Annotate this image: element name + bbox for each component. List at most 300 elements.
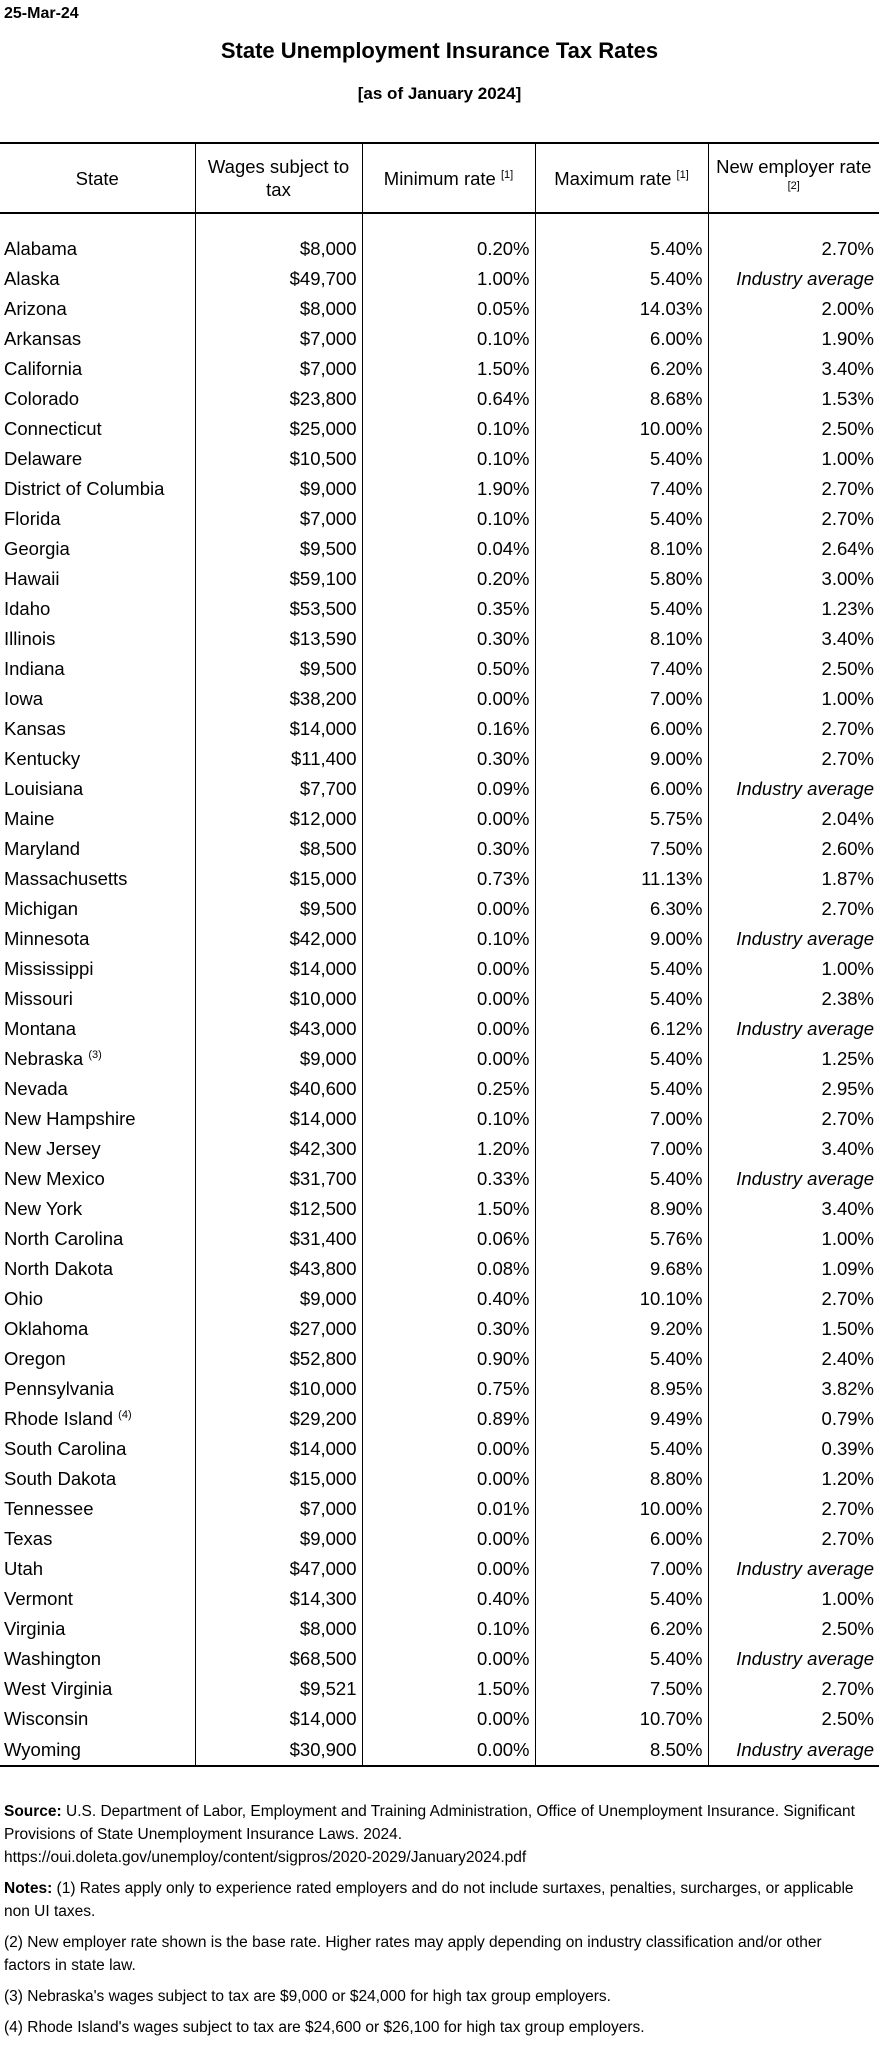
table-row	[0, 1044, 879, 1074]
source-note	[4, 1800, 864, 1869]
max-rate-cell: 7.40%	[535, 654, 708, 684]
min-rate-cell: 0.30%	[362, 624, 535, 654]
state-name: Rhode Island	[4, 1408, 114, 1429]
min-rate-cell: 0.30%	[362, 744, 535, 774]
min-rate-cell: 1.90%	[362, 474, 535, 504]
min-rate-cell: 0.10%	[362, 924, 535, 954]
max-rate-cell: 5.80%	[535, 564, 708, 594]
min-rate-cell: 0.50%	[362, 654, 535, 684]
max-rate-cell: 9.00%	[535, 924, 708, 954]
wages-cell: $8,500	[195, 834, 362, 864]
state-cell	[0, 1614, 195, 1644]
new-employer-rate-cell: 2.38%	[708, 984, 879, 1014]
footnote-ref-1: [1]	[676, 168, 689, 181]
max-rate-cell: 5.40%	[535, 504, 708, 534]
max-rate-cell: 8.95%	[535, 1374, 708, 1404]
wages-cell: $13,590	[195, 624, 362, 654]
wages-cell: $14,000	[195, 1104, 362, 1134]
table-row	[0, 714, 879, 744]
max-rate-cell: 7.50%	[535, 834, 708, 864]
min-rate-cell: 0.30%	[362, 834, 535, 864]
state-cell	[0, 264, 195, 294]
max-rate-cell: 10.70%	[535, 1704, 708, 1734]
wages-cell: $27,000	[195, 1314, 362, 1344]
state-cell	[0, 624, 195, 654]
table-row	[0, 1194, 879, 1224]
max-rate-cell: 5.40%	[535, 984, 708, 1014]
state-cell	[0, 1734, 195, 1766]
min-rate-cell: 0.00%	[362, 1704, 535, 1734]
new-employer-rate-cell: Industry average	[708, 1014, 879, 1044]
wages-cell: $42,300	[195, 1134, 362, 1164]
min-rate-cell: 0.05%	[362, 294, 535, 324]
state-cell	[0, 474, 195, 504]
state-cell	[0, 774, 195, 804]
state-name: Vermont	[4, 1588, 73, 1609]
wages-cell: $12,000	[195, 804, 362, 834]
wages-cell: $10,000	[195, 984, 362, 1014]
state-cell	[0, 1284, 195, 1314]
max-rate-cell: 7.00%	[535, 1134, 708, 1164]
wages-cell: $38,200	[195, 684, 362, 714]
tax-rates-table	[0, 142, 879, 1767]
new-employer-rate-cell: Industry average	[708, 1554, 879, 1584]
state-cell	[0, 1644, 195, 1674]
wages-cell: $40,600	[195, 1074, 362, 1104]
min-rate-cell: 0.00%	[362, 1044, 535, 1074]
state-name: Delaware	[4, 448, 83, 469]
state-cell	[0, 594, 195, 624]
state-footnote-ref: (4)	[118, 1408, 132, 1421]
new-employer-rate-cell: 1.53%	[708, 384, 879, 414]
new-employer-rate-cell: 2.70%	[708, 504, 879, 534]
new-employer-rate-cell: 2.70%	[708, 894, 879, 924]
state-name: Tennessee	[4, 1498, 94, 1519]
min-rate-cell: 1.20%	[362, 1134, 535, 1164]
min-rate-cell: 0.33%	[362, 1164, 535, 1194]
new-employer-rate-cell: 1.20%	[708, 1464, 879, 1494]
state-cell	[0, 1464, 195, 1494]
min-rate-cell: 0.00%	[362, 1644, 535, 1674]
state-cell	[0, 954, 195, 984]
state-cell	[0, 1374, 195, 1404]
max-rate-cell: 14.03%	[535, 294, 708, 324]
wages-cell: $7,000	[195, 1494, 362, 1524]
max-rate-cell: 5.40%	[535, 264, 708, 294]
min-rate-cell: 0.00%	[362, 1434, 535, 1464]
new-employer-rate-cell: 3.40%	[708, 1194, 879, 1224]
min-rate-cell: 0.10%	[362, 414, 535, 444]
footnote-ref-1: [1]	[500, 168, 514, 181]
min-rate-cell: 0.06%	[362, 1224, 535, 1254]
new-employer-rate-cell: 2.70%	[708, 1494, 879, 1524]
notes-section	[4, 1800, 864, 2047]
state-cell	[0, 1224, 195, 1254]
table-row	[0, 954, 879, 984]
state-cell	[0, 384, 195, 414]
table-row	[0, 1284, 879, 1314]
max-rate-cell: 5.75%	[535, 804, 708, 834]
new-employer-rate-cell: 2.60%	[708, 834, 879, 864]
new-employer-rate-cell: 0.79%	[708, 1404, 879, 1434]
state-name: Wyoming	[4, 1738, 81, 1760]
table-row	[0, 1014, 879, 1044]
max-rate-cell: 6.20%	[535, 354, 708, 384]
state-name: Wisconsin	[4, 1708, 89, 1729]
state-name: Alabama	[4, 238, 78, 259]
max-rate-cell: 7.50%	[535, 1674, 708, 1704]
new-employer-rate-cell: 2.70%	[708, 1674, 879, 1704]
state-cell	[0, 1314, 195, 1344]
table-row	[0, 1464, 879, 1494]
state-name: Alaska	[4, 268, 60, 289]
state-cell	[0, 1164, 195, 1194]
new-employer-rate-cell: 1.00%	[708, 444, 879, 474]
state-name: Mississippi	[4, 958, 94, 979]
note-4: (4) Rhode Island's wages subject to tax are $24,600 or $26,100 for high tax group employers.	[4, 2019, 645, 2036]
wages-cell: $9,000	[195, 1044, 362, 1074]
wages-cell: $42,000	[195, 924, 362, 954]
min-rate-cell: 1.50%	[362, 1674, 535, 1704]
new-employer-rate-cell: Industry average	[708, 264, 879, 294]
state-name: Maine	[4, 808, 55, 829]
table-row	[0, 1224, 879, 1254]
state-name: Illinois	[4, 628, 56, 649]
state-name: New York	[4, 1198, 83, 1219]
min-rate-cell: 0.00%	[362, 684, 535, 714]
state-cell	[0, 564, 195, 594]
header-state	[0, 143, 195, 213]
min-rate-cell: 0.73%	[362, 864, 535, 894]
wages-cell: $8,000	[195, 294, 362, 324]
min-rate-cell: 0.01%	[362, 1494, 535, 1524]
source-text: U.S. Department of Labor, Employment and Training Administration, Office of Unemployment Insurance. Significant Provisions of State Unemployment Insurance Laws. 2024.	[4, 1803, 855, 1843]
max-rate-cell: 5.40%	[535, 594, 708, 624]
state-name: New Mexico	[4, 1168, 105, 1189]
state-name: South Dakota	[4, 1468, 117, 1489]
new-employer-rate-cell: 2.95%	[708, 1074, 879, 1104]
min-rate-cell: 0.00%	[362, 954, 535, 984]
note-1	[4, 1877, 864, 1923]
new-employer-rate-cell: 1.87%	[708, 864, 879, 894]
max-rate-cell: 11.13%	[535, 864, 708, 894]
state-cell	[0, 714, 195, 744]
source-url: https://oui.doleta.gov/unemploy/content/sigpros/2020-2029/January2024.pdf	[4, 1849, 527, 1866]
table-row	[0, 414, 879, 444]
wages-cell: $9,000	[195, 1524, 362, 1554]
state-name: Missouri	[4, 988, 73, 1009]
wages-cell: $14,000	[195, 1434, 362, 1464]
state-name: Idaho	[4, 598, 51, 619]
state-cell	[0, 414, 195, 444]
table-row	[0, 1554, 879, 1584]
wages-cell: $8,000	[195, 234, 362, 264]
new-employer-rate-cell: 2.64%	[708, 534, 879, 564]
max-rate-cell: 7.00%	[535, 1104, 708, 1134]
table-row	[0, 684, 879, 714]
header-max-rate-label: Maximum rate	[554, 167, 672, 189]
table-row	[0, 1674, 879, 1704]
new-employer-rate-cell: 1.00%	[708, 954, 879, 984]
table-row	[0, 1074, 879, 1104]
wages-cell: $29,200	[195, 1404, 362, 1434]
state-cell	[0, 534, 195, 564]
table-row	[0, 1374, 879, 1404]
min-rate-cell: 0.35%	[362, 594, 535, 624]
report-date: 25-Mar-24	[4, 5, 79, 22]
min-rate-cell: 0.00%	[362, 1464, 535, 1494]
table-row	[0, 1404, 879, 1434]
state-cell	[0, 834, 195, 864]
max-rate-cell: 10.00%	[535, 1494, 708, 1524]
state-cell	[0, 504, 195, 534]
table-row	[0, 1644, 879, 1674]
wages-cell: $7,000	[195, 354, 362, 384]
wages-cell: $9,521	[195, 1674, 362, 1704]
state-name: Massachusetts	[4, 868, 128, 889]
state-cell	[0, 1704, 195, 1734]
table-row	[0, 984, 879, 1014]
state-cell	[0, 1344, 195, 1374]
table-row	[0, 1614, 879, 1644]
table-row	[0, 1344, 879, 1374]
header-min-rate-label: Minimum rate	[383, 167, 496, 189]
new-employer-rate-cell: 1.09%	[708, 1254, 879, 1284]
wages-cell: $43,000	[195, 1014, 362, 1044]
new-employer-rate-cell: Industry average	[708, 1164, 879, 1194]
table-row	[0, 1314, 879, 1344]
state-name: Colorado	[4, 388, 80, 409]
table-row	[0, 504, 879, 534]
max-rate-cell: 5.40%	[535, 954, 708, 984]
state-name: Michigan	[4, 898, 79, 919]
table-row	[0, 1254, 879, 1284]
max-rate-cell: 5.40%	[535, 444, 708, 474]
table-row	[0, 894, 879, 924]
state-name: North Dakota	[4, 1258, 113, 1279]
header-new-employer-rate	[708, 143, 879, 213]
new-employer-rate-cell: 2.00%	[708, 294, 879, 324]
wages-cell: $7,000	[195, 504, 362, 534]
state-cell	[0, 1674, 195, 1704]
note-2: (2) New employer rate shown is the base rate. Higher rates may apply depending on industry classification and/or other factors in state law.	[4, 1934, 822, 1974]
state-name: Louisiana	[4, 778, 84, 799]
min-rate-cell: 0.00%	[362, 1554, 535, 1584]
table-row	[0, 834, 879, 864]
wages-cell: $14,300	[195, 1584, 362, 1614]
max-rate-cell: 6.00%	[535, 714, 708, 744]
table-row	[0, 1164, 879, 1194]
table-row	[0, 1584, 879, 1614]
max-rate-cell: 6.00%	[535, 774, 708, 804]
new-employer-rate-cell: 2.70%	[708, 714, 879, 744]
min-rate-cell: 0.20%	[362, 564, 535, 594]
notes-label: Notes:	[4, 1880, 53, 1897]
state-cell	[0, 1074, 195, 1104]
wages-cell: $68,500	[195, 1644, 362, 1674]
header-min-rate	[362, 143, 535, 213]
state-name: Utah	[4, 1558, 44, 1579]
max-rate-cell: 6.20%	[535, 1614, 708, 1644]
wages-cell: $9,500	[195, 534, 362, 564]
table-row	[0, 924, 879, 954]
header-max-rate	[535, 143, 708, 213]
min-rate-cell: 0.40%	[362, 1284, 535, 1314]
new-employer-rate-cell: 3.40%	[708, 624, 879, 654]
table-row	[0, 564, 879, 594]
state-name: Oregon	[4, 1348, 66, 1369]
min-rate-cell: 1.50%	[362, 1194, 535, 1224]
max-rate-cell: 5.40%	[535, 1644, 708, 1674]
wages-cell: $14,000	[195, 1704, 362, 1734]
min-rate-cell: 0.09%	[362, 774, 535, 804]
wages-cell: $8,000	[195, 1614, 362, 1644]
new-employer-rate-cell: 3.40%	[708, 1134, 879, 1164]
min-rate-cell: 0.30%	[362, 1314, 535, 1344]
max-rate-cell: 5.40%	[535, 1164, 708, 1194]
wages-cell: $9,500	[195, 654, 362, 684]
state-cell	[0, 1404, 195, 1434]
max-rate-cell: 5.40%	[535, 1074, 708, 1104]
new-employer-rate-cell: 2.50%	[708, 654, 879, 684]
new-employer-rate-cell: Industry average	[708, 1734, 879, 1766]
min-rate-cell: 0.16%	[362, 714, 535, 744]
wages-cell: $31,700	[195, 1164, 362, 1194]
state-cell	[0, 1524, 195, 1554]
header-wages-label: Wages subject to tax	[207, 156, 350, 200]
min-rate-cell: 0.10%	[362, 1614, 535, 1644]
state-name: Maryland	[4, 838, 81, 859]
state-name: District of Columbia	[4, 478, 165, 499]
wages-cell: $23,800	[195, 384, 362, 414]
new-employer-rate-cell: 1.25%	[708, 1044, 879, 1074]
max-rate-cell: 5.40%	[535, 1344, 708, 1374]
min-rate-cell: 0.90%	[362, 1344, 535, 1374]
max-rate-cell: 10.10%	[535, 1284, 708, 1314]
state-cell	[0, 294, 195, 324]
wages-cell: $47,000	[195, 1554, 362, 1584]
new-employer-rate-cell: 2.50%	[708, 1614, 879, 1644]
wages-cell: $53,500	[195, 594, 362, 624]
state-cell	[0, 1494, 195, 1524]
state-cell	[0, 924, 195, 954]
min-rate-cell: 1.00%	[362, 264, 535, 294]
state-name: North Carolina	[4, 1228, 124, 1249]
min-rate-cell: 0.10%	[362, 444, 535, 474]
header-wages	[195, 143, 362, 213]
new-employer-rate-cell: Industry average	[708, 1644, 879, 1674]
max-rate-cell: 10.00%	[535, 414, 708, 444]
page-title: State Unemployment Insurance Tax Rates	[220, 38, 659, 63]
new-employer-rate-cell: 1.90%	[708, 324, 879, 354]
new-employer-rate-cell: 3.82%	[708, 1374, 879, 1404]
state-cell	[0, 804, 195, 834]
state-cell	[0, 1134, 195, 1164]
min-rate-cell: 0.40%	[362, 1584, 535, 1614]
table-row	[0, 324, 879, 354]
state-cell	[0, 1554, 195, 1584]
max-rate-cell: 9.20%	[535, 1314, 708, 1344]
wages-cell: $11,400	[195, 744, 362, 774]
min-rate-cell: 0.10%	[362, 504, 535, 534]
state-cell	[0, 1044, 195, 1074]
state-name: Texas	[4, 1528, 53, 1549]
wages-cell: $14,000	[195, 954, 362, 984]
max-rate-cell: 6.00%	[535, 1524, 708, 1554]
min-rate-cell: 0.04%	[362, 534, 535, 564]
state-name: Hawaii	[4, 568, 60, 589]
new-employer-rate-cell: 3.00%	[708, 564, 879, 594]
table-row	[0, 1134, 879, 1164]
wages-cell: $10,000	[195, 1374, 362, 1404]
max-rate-cell: 5.40%	[535, 234, 708, 264]
min-rate-cell: 0.00%	[362, 1524, 535, 1554]
table-row	[0, 774, 879, 804]
state-name: Nebraska	[4, 1048, 84, 1069]
new-employer-rate-cell: 2.70%	[708, 474, 879, 504]
state-cell	[0, 1254, 195, 1284]
new-employer-rate-cell: 2.50%	[708, 1704, 879, 1734]
state-cell	[0, 1194, 195, 1224]
max-rate-cell: 7.00%	[535, 684, 708, 714]
max-rate-cell: 8.80%	[535, 1464, 708, 1494]
state-cell	[0, 1584, 195, 1614]
state-cell	[0, 864, 195, 894]
state-name: Arizona	[4, 298, 67, 319]
wages-cell: $9,000	[195, 1284, 362, 1314]
min-rate-cell: 0.25%	[362, 1074, 535, 1104]
table-body	[0, 213, 879, 1766]
max-rate-cell: 8.10%	[535, 534, 708, 564]
table-row	[0, 1434, 879, 1464]
wages-cell: $10,500	[195, 444, 362, 474]
state-name: Montana	[4, 1018, 76, 1039]
max-rate-cell: 5.40%	[535, 1584, 708, 1614]
note-1-text: (1) Rates apply only to experience rated employers and do not include surtaxes, penalties, surcharges, or applicable non UI taxes.	[4, 1880, 854, 1920]
min-rate-cell: 0.89%	[362, 1404, 535, 1434]
wages-cell: $49,700	[195, 264, 362, 294]
wages-cell: $7,700	[195, 774, 362, 804]
wages-cell: $7,000	[195, 324, 362, 354]
max-rate-cell: 7.00%	[535, 1554, 708, 1584]
table-row	[0, 1104, 879, 1134]
state-cell	[0, 984, 195, 1014]
max-rate-cell: 9.00%	[535, 744, 708, 774]
state-name: Washington	[4, 1648, 102, 1669]
table-row	[0, 744, 879, 774]
state-name: California	[4, 358, 83, 379]
state-cell	[0, 354, 195, 384]
state-name: Pennsylvania	[4, 1378, 115, 1399]
min-rate-cell: 0.00%	[362, 804, 535, 834]
state-cell	[0, 894, 195, 924]
wages-cell: $43,800	[195, 1254, 362, 1284]
state-name: Iowa	[4, 688, 44, 709]
new-employer-rate-cell: Industry average	[708, 924, 879, 954]
wages-cell: $9,500	[195, 894, 362, 924]
table-header-row	[0, 143, 879, 213]
state-cell	[0, 1434, 195, 1464]
header-state-label: State	[75, 167, 119, 189]
wages-cell: $15,000	[195, 1464, 362, 1494]
state-cell	[0, 744, 195, 774]
state-name: Minnesota	[4, 928, 90, 949]
table-row	[0, 1704, 879, 1734]
min-rate-cell: 0.00%	[362, 984, 535, 1014]
table-row	[0, 534, 879, 564]
new-employer-rate-cell: 2.70%	[708, 1104, 879, 1134]
min-rate-cell: 0.10%	[362, 1104, 535, 1134]
